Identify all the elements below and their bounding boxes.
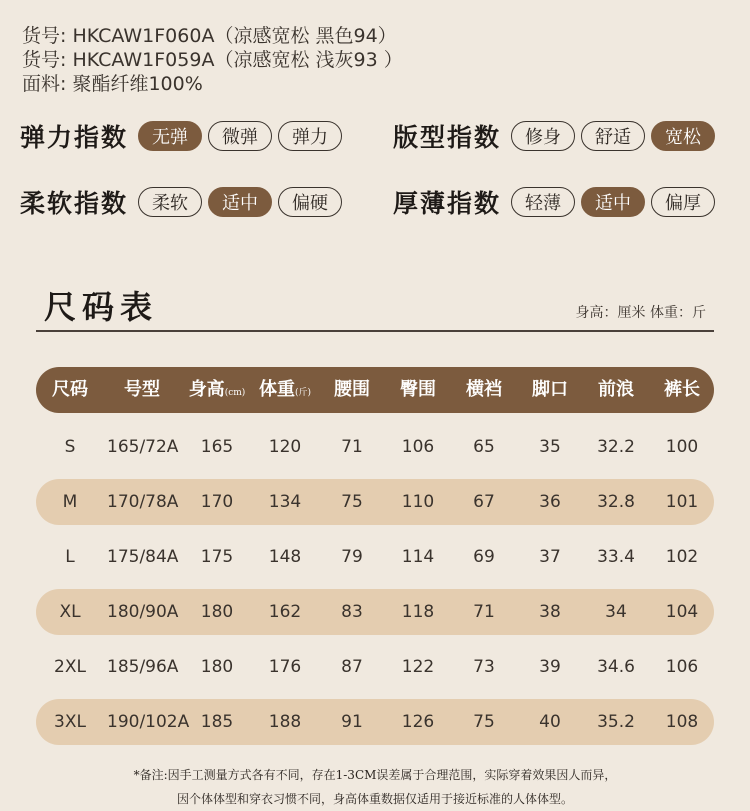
table-cell: 180/90A <box>107 602 179 622</box>
table-cell: 126 <box>401 712 435 732</box>
table-cell: 170 <box>200 492 234 512</box>
table-cell: 32.8 <box>597 492 635 512</box>
table-cell: 104 <box>665 602 699 622</box>
header-cell: 身高(cm) <box>188 379 246 400</box>
fit-index-title: 版型指数 <box>393 123 502 152</box>
softness-option-3: 偏硬 <box>278 187 342 217</box>
table-cell: 34 <box>605 602 627 622</box>
softness-index-title: 柔软指数 <box>20 189 129 218</box>
table-cell: 180 <box>200 657 234 677</box>
table-cell: 79 <box>341 547 363 567</box>
product-info <box>22 24 403 96</box>
table-cell: M <box>62 492 78 512</box>
elasticity-index <box>20 116 348 156</box>
table-cell: 134 <box>268 492 302 512</box>
table-cell: 40 <box>539 712 561 732</box>
table-cell: 83 <box>341 602 363 622</box>
table-cell: 3XL <box>54 712 86 732</box>
fit-option-2: 舒适 <box>581 121 645 151</box>
table-cell: 148 <box>268 547 302 567</box>
header-cell: 前浪 <box>598 379 634 400</box>
table-cell: 188 <box>268 712 302 732</box>
thickness-option-3: 偏厚 <box>651 187 715 217</box>
table-cell: 165/72A <box>107 437 179 457</box>
table-cell: 170/78A <box>107 492 179 512</box>
fabric-info: 面料: 聚酯纤维100% <box>22 73 203 95</box>
table-cell: 91 <box>341 712 363 732</box>
header-cell: 体重(斤) <box>258 379 312 400</box>
header-cell: 裤长 <box>664 379 700 400</box>
size-chart-units: 身高：厘米 体重：斤 <box>575 305 706 321</box>
header-cell: 横裆 <box>466 379 502 400</box>
thickness-index <box>393 182 721 222</box>
table-cell: 87 <box>341 657 363 677</box>
header-cell: 尺码 <box>52 379 88 400</box>
table-cell: 162 <box>268 602 302 622</box>
header-cell: 腰围 <box>334 379 370 400</box>
table-cell: 102 <box>665 547 699 567</box>
fit-option-3: 宽松 <box>651 121 715 151</box>
elasticity-option-1: 无弹 <box>138 121 202 151</box>
header-cell: 臀围 <box>400 379 436 400</box>
table-cell: 118 <box>401 602 435 622</box>
table-cell: 35 <box>539 437 561 457</box>
table-cell: 106 <box>401 437 435 457</box>
table-cell: 114 <box>401 547 435 567</box>
table-cell: 176 <box>268 657 302 677</box>
table-cell: 32.2 <box>597 437 635 457</box>
table-cell: 185 <box>200 712 234 732</box>
table-cell: 35.2 <box>597 712 635 732</box>
footnote-line-1: *备注:因手工测量方式各有不同，存在1-3CM误差属于合理范围，实际穿着效果因人而异， <box>133 768 617 782</box>
table-row <box>36 699 714 745</box>
table-cell: 180 <box>200 602 234 622</box>
product-code-black: 货号: HKCAW1F060A（凉感宽松 黑色94） <box>22 25 397 47</box>
table-cell: 38 <box>539 602 561 622</box>
table-cell: 122 <box>401 657 435 677</box>
elasticity-option-2: 微弹 <box>208 121 272 151</box>
table-cell: 190/102A <box>107 712 190 732</box>
table-cell: 175 <box>200 547 234 567</box>
table-cell: 75 <box>341 492 363 512</box>
softness-option-2: 适中 <box>208 187 272 217</box>
header-cell: 脚口 <box>532 379 568 400</box>
table-cell: XL <box>59 602 81 622</box>
table-cell: 39 <box>539 657 561 677</box>
table-row <box>36 424 714 470</box>
table-cell: S <box>64 437 76 457</box>
elasticity-option-3: 弹力 <box>278 121 342 151</box>
table-cell: L <box>65 547 75 567</box>
thickness-option-2: 适中 <box>581 187 645 217</box>
table-cell: 108 <box>665 712 699 732</box>
table-cell: 69 <box>473 547 495 567</box>
table-cell: 34.6 <box>597 657 635 677</box>
table-row <box>36 644 714 690</box>
table-cell: 73 <box>473 657 495 677</box>
size-chart-title: 尺码表 <box>44 288 159 326</box>
footnote-line-2: 因个体体型和穿衣习惯不同，身高体重数据仅适用于接近标准的人体体型。 <box>176 792 573 806</box>
table-cell: 165 <box>200 437 234 457</box>
table-cell: 2XL <box>54 657 86 677</box>
table-cell: 185/96A <box>107 657 179 677</box>
table-cell: 100 <box>665 437 699 457</box>
table-cell: 65 <box>473 437 495 457</box>
table-cell: 67 <box>473 492 495 512</box>
table-cell: 106 <box>665 657 699 677</box>
table-cell: 37 <box>539 547 561 567</box>
table-row <box>36 589 714 635</box>
header-cell: 号型 <box>124 379 160 400</box>
table-cell: 101 <box>665 492 699 512</box>
softness-option-1: 柔软 <box>138 187 202 217</box>
table-cell: 120 <box>268 437 302 457</box>
thickness-option-1: 轻薄 <box>511 187 575 217</box>
fit-index <box>393 116 721 156</box>
table-cell: 110 <box>401 492 435 512</box>
table-cell: 71 <box>341 437 363 457</box>
softness-index <box>20 182 348 222</box>
product-code-grey: 货号: HKCAW1F059A（凉感宽松 浅灰93 ） <box>22 49 403 71</box>
table-cell: 175/84A <box>107 547 179 567</box>
title-divider <box>36 330 714 332</box>
size-table-header <box>36 367 714 413</box>
table-cell: 36 <box>539 492 561 512</box>
fit-option-1: 修身 <box>511 121 575 151</box>
table-cell: 33.4 <box>597 547 635 567</box>
elasticity-index-title: 弹力指数 <box>20 123 129 152</box>
table-row <box>36 534 714 580</box>
table-cell: 75 <box>473 712 495 732</box>
table-cell: 71 <box>473 602 495 622</box>
thickness-index-title: 厚薄指数 <box>393 189 502 218</box>
table-row <box>36 479 714 525</box>
